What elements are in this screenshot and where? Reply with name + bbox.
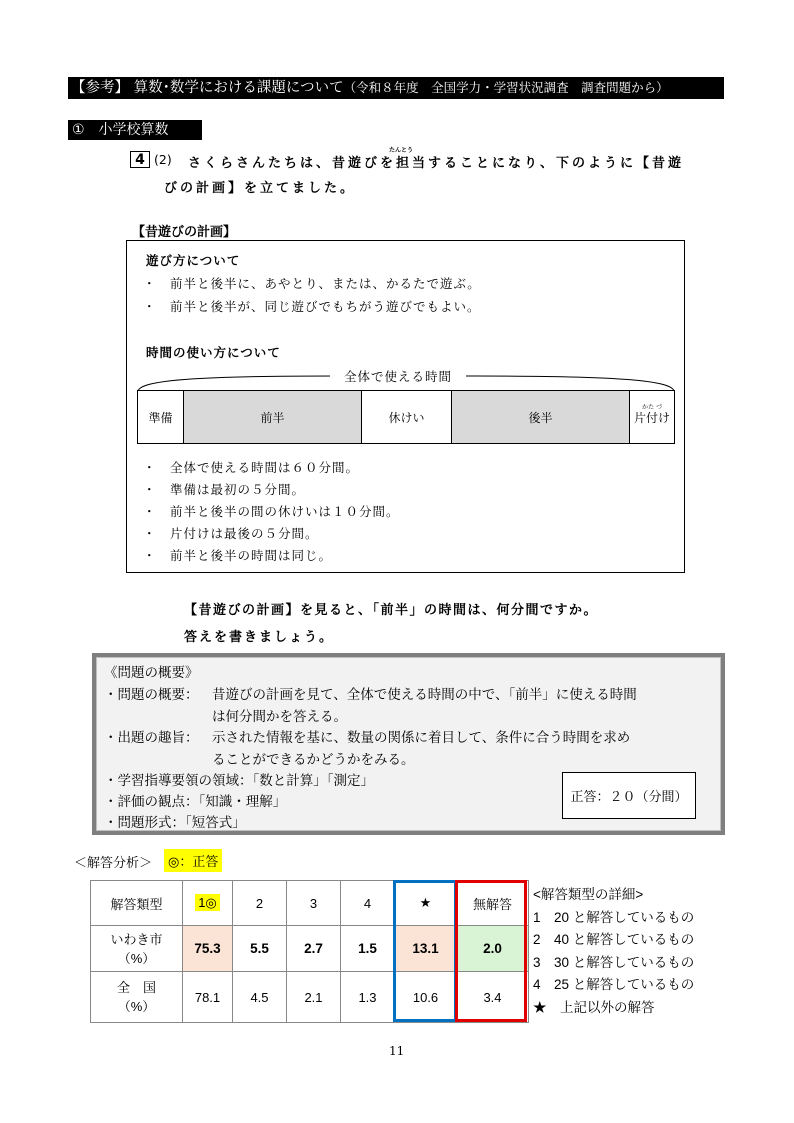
cell-cleanup-label: 片付け <box>633 410 670 425</box>
cell-first-half <box>184 391 362 443</box>
table-cell: 5.5 <box>233 926 287 972</box>
summary-line1: 昔遊びの計画を見て、全体で使える時間の中で、「前半」に使える時間 <box>212 687 637 703</box>
table-cell: 4.5 <box>233 972 287 1023</box>
table-cell: 75.3 <box>183 926 233 972</box>
header-cell: 解答類型 <box>91 881 183 926</box>
no-answer-highlight-frame <box>455 880 527 1022</box>
correct-answer-box: 正答：２０（分間） <box>562 772 696 819</box>
summary-label: ・問題の概要： <box>104 687 199 703</box>
legend-title: <解答類型の詳細> <box>533 887 644 902</box>
table-cell: 1.3 <box>341 972 395 1023</box>
question-text-line1: さくらさんたちは、昔遊びを担当することになり、下のように【昔遊 <box>188 156 685 171</box>
row-label-iwaki <box>91 926 183 972</box>
cell-break <box>362 391 452 443</box>
time-item-5: ・ 前半と後半の時間は同じ。 <box>143 548 333 563</box>
total-time-label: 全体で使える時間 <box>330 367 466 385</box>
header-title-sub: （令和８年度 全国学力・学習状況調査 調査問題から） <box>343 80 669 95</box>
legend-item: 2 40 と解答しているもの <box>533 932 695 948</box>
time-allocation-bar <box>137 390 675 444</box>
legend-item: ★ 上記以外の解答 <box>533 999 655 1015</box>
section-heading: ① 小学校算数 <box>68 120 202 140</box>
cell-preparation-label: 準備 <box>148 410 173 425</box>
summary-line2: は何分間かを答える。 <box>212 709 347 725</box>
answer-type-legend <box>533 884 694 1020</box>
row-label-line2: （%） <box>117 950 156 966</box>
cell-second-half-label: 後半 <box>528 410 553 425</box>
header-title-main: 【参考】 算数･数学における課題について <box>71 80 344 96</box>
cell-preparation <box>138 391 184 443</box>
header-cell: 無解答 <box>457 881 529 926</box>
cell-second-half <box>452 391 630 443</box>
question-number-box: 4 <box>130 151 150 168</box>
row-label-line1: いわき市 <box>110 931 163 947</box>
purpose-line2: ることができるかどうかをみる。 <box>212 752 415 768</box>
table-cell: 78.1 <box>183 972 233 1023</box>
row-label-line2: （%） <box>117 999 156 1014</box>
time-item-3: ・ 前半と後半の間の休けいは１０分間。 <box>143 504 400 519</box>
page-header-bar <box>68 77 724 99</box>
curriculum-domain: ・学習指導要領の領域：「数と計算」「測定」 <box>104 773 374 789</box>
legend-item: 1 20 と解答しているもの <box>533 909 695 925</box>
cell-break-label: 休けい <box>388 410 425 425</box>
legend-item: 3 30 と解答しているもの <box>533 954 695 970</box>
play-item-1: ・ 前半と後半に、あやとり、または、かるたで遊ぶ。 <box>143 276 481 291</box>
table-cell: 2.0 <box>457 926 529 972</box>
header-cell: 2 <box>233 881 287 926</box>
table-cell: 2.1 <box>287 972 341 1023</box>
page-number: 11 <box>389 1044 405 1058</box>
analysis-label: ＜解答分析＞ <box>74 856 153 871</box>
question-subnumber: (2) <box>154 152 172 167</box>
prompt-line2: 答えを書きましょう。 <box>184 630 335 645</box>
other-answer-highlight-frame <box>393 880 457 1022</box>
table-cell: 13.1 <box>395 926 457 972</box>
purpose-line1: 示された情報を基に、数量の関係に着目して、条件に合う時間を求め <box>212 730 631 746</box>
table-cell: 1.5 <box>341 926 395 972</box>
table-cell: 10.6 <box>395 972 457 1023</box>
purpose-label: ・出題の趣旨： <box>104 730 199 746</box>
time-heading: 時間の使い方について <box>146 345 281 360</box>
header-cell: ★ <box>395 881 457 926</box>
play-heading: 遊び方について <box>146 253 241 268</box>
play-item-2: ・ 前半と後半が、同じ遊びでもちがう遊びでもよい。 <box>143 299 481 314</box>
question-format: ・問題形式：「短答式」 <box>104 815 246 831</box>
header-cell: 3 <box>287 881 341 926</box>
correct-type-highlight: 1◎ <box>195 894 220 911</box>
evaluation-viewpoint: ・評価の観点：「知識・理解」 <box>104 794 287 810</box>
time-item-1: ・ 全体で使える時間は６０分間。 <box>143 460 360 475</box>
header-cell-correct <box>183 881 233 926</box>
correct-key-label: ◎：正答 <box>164 849 222 872</box>
table-cell: 2.7 <box>287 926 341 972</box>
plan-label: 【昔遊びの計画】 <box>132 225 237 240</box>
row-label-national <box>91 972 183 1023</box>
time-item-4: ・ 片付けは最後の５分間。 <box>143 526 319 541</box>
table-cell: 3.4 <box>457 972 529 1023</box>
legend-item: 4 25 と解答しているもの <box>533 977 695 993</box>
question-text-line2: びの計画】を立てました。 <box>164 181 357 196</box>
furigana-katazuke: かた づ <box>642 404 662 411</box>
time-item-2: ・ 準備は最初の５分間。 <box>143 482 306 497</box>
furigana-tantou: たんとう <box>389 147 414 154</box>
prompt-line1: 【昔遊びの計画】を見ると、「前半」の時間は、何分間ですか。 <box>184 603 599 618</box>
header-cell: 4 <box>341 881 395 926</box>
overview-heading: 《問題の概要》 <box>104 665 199 681</box>
cell-first-half-label: 前半 <box>260 410 285 425</box>
cell-cleanup <box>630 391 674 443</box>
row-label-line1: 全 国 <box>116 980 156 995</box>
